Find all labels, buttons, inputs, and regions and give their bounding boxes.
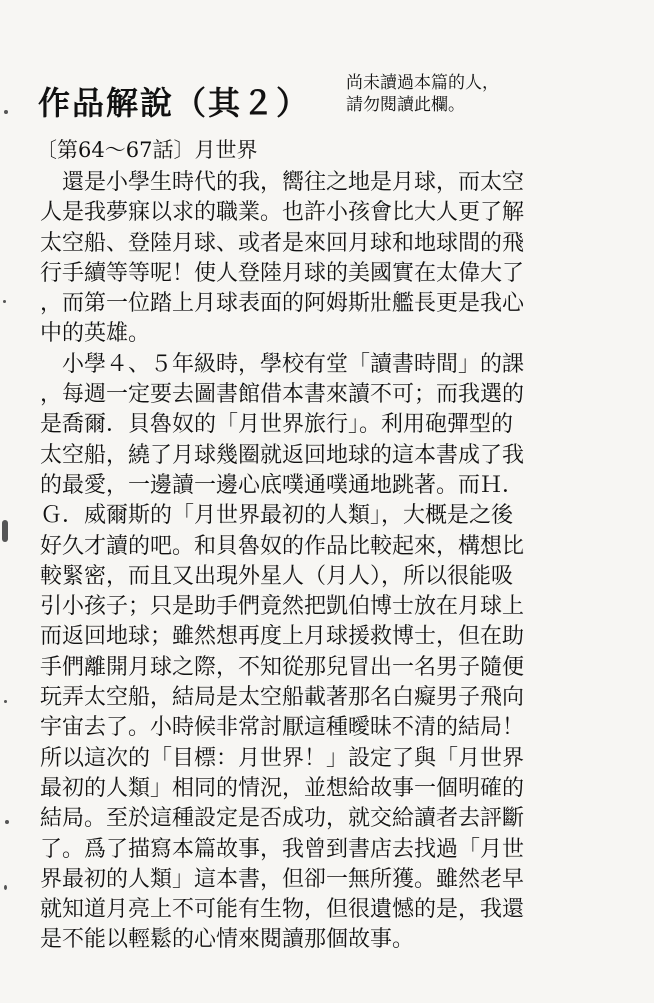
body-line: 所以這次的「目標：月世界！」設定了與「月世界 [40, 745, 525, 771]
body-line: ，每週一定要去圖書館借本書來讀不可；而我選的 [40, 382, 525, 408]
body-line: 玩弄太空船，結局是太空船載著那名白癡男子飛向 [40, 685, 525, 711]
body-line: 是不能以輕鬆的心情來閱讀那個故事。 [40, 927, 415, 953]
body-line: 是喬爾．貝魯奴的「月世界旅行」。利用砲彈型的 [40, 412, 514, 438]
body-line: 而返回地球；雖然想再度上月球援救博士，但在助 [40, 624, 525, 650]
body-line: 手們離開月球之際，不知從那兒冒出一名男子隨便 [40, 654, 525, 680]
body-line: 引小孩子；只是助手們竟然把凱伯博士放在月球上 [40, 594, 525, 620]
body-line: 結局。至於這種設定是否成功，就交給讀者去評斷 [40, 806, 525, 832]
scan-speck [3, 300, 6, 303]
body-line: 中的英雄。 [40, 321, 151, 347]
page-title: 作品解說（其２） [38, 84, 311, 122]
spoiler-warning [346, 72, 499, 116]
body-line: Ｇ．威爾斯的「月世界最初的人類」，大概是之後 [40, 503, 514, 529]
body-line: 人是我夢寐以求的職業。也許小孩會比大人更了解 [40, 200, 525, 226]
body-line: 的最愛，一邊讀一邊心底噗通噗通地跳著。而Ｈ． [40, 472, 525, 498]
scan-speck [4, 110, 8, 114]
body-line: 還是小學生時代的我，嚮往之地是月球，而太空 [40, 170, 525, 195]
body-line: 就知道月亮上不可能有生物，但很遺憾的是，我還 [40, 897, 525, 923]
scan-speck [2, 520, 8, 542]
body-line: 太空船，繞了月球幾圈就返回地球的這本書成了我 [40, 442, 525, 468]
body-line: 行手續等等呢！使人登陸月球的美國實在太偉大了 [40, 260, 525, 286]
scan-speck [5, 820, 9, 824]
spoiler-warning-line: 尚未讀過本篇的人， [346, 73, 499, 93]
body-line: 宇宙去了。小時候非常討厭這種曖昧不清的結局！ [40, 715, 525, 741]
body-line: 了。爲了描寫本篇故事，我曾到書店去找過「月世 [40, 836, 525, 862]
body-line: 較緊密，而且又出現外星人（月人），所以很能吸 [40, 563, 514, 589]
commentary-body [40, 168, 610, 956]
section-heading: 〔第64～67話〕月世界 [36, 138, 258, 162]
body-line: 小學４、５年級時，學校有堂「讀書時間」的課 [40, 351, 525, 377]
body-line: 太空船、登陸月球、或者是來回月球和地球間的飛 [40, 230, 525, 256]
spoiler-warning-line: 請勿閱讀此欄。 [346, 95, 465, 115]
scan-speck [4, 700, 7, 703]
scan-speck [4, 885, 7, 890]
body-line: 最初的人類」相同的情況，並想給故事一個明確的 [40, 775, 525, 801]
body-line: ，而第一位踏上月球表面的阿姆斯壯艦長更是我心 [40, 291, 525, 317]
body-line: 界最初的人類」這本書，但卻一無所獲。雖然老早 [40, 866, 525, 892]
body-line: 好久才讀的吧。和貝魯奴的作品比較起來，構想比 [40, 533, 525, 559]
